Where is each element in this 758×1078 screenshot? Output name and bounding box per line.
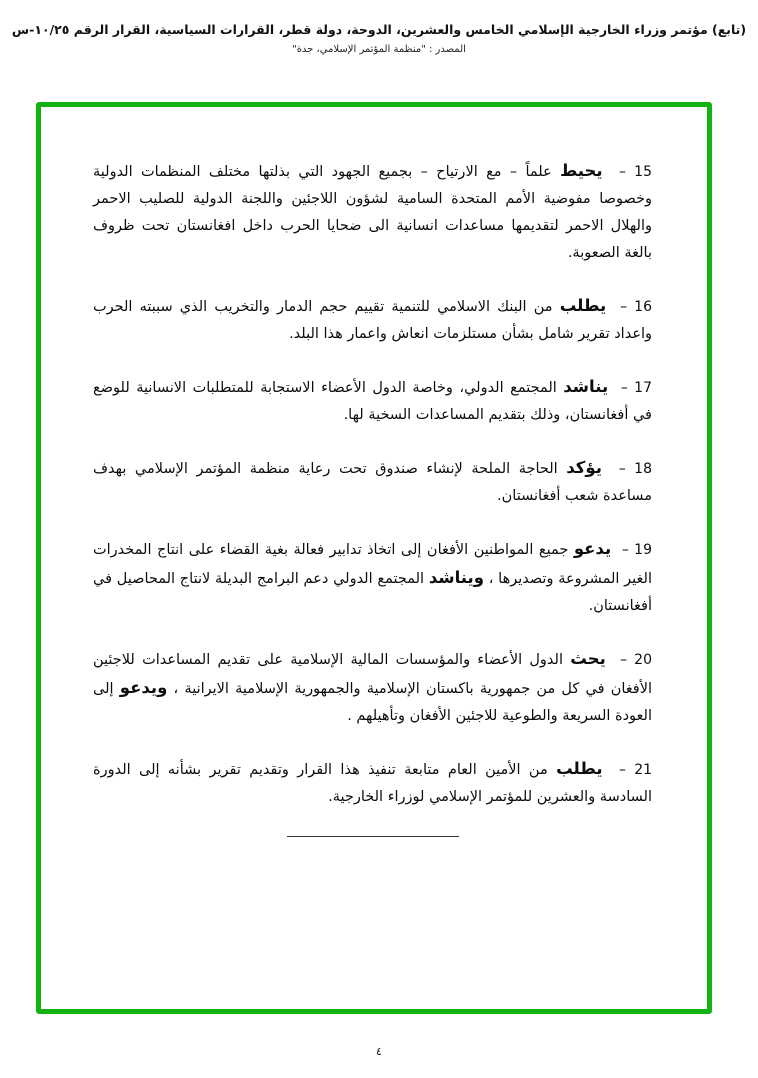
item-lead-word: يناشد [563,377,609,396]
item-lead-word: يطلب [556,759,603,778]
item-text: من الأمين العام متابعة تنفيذ هذا القرار وتقديم تقرير بشأنه إلى الدورة السادسة والعشرين للمؤتمر الإسلامي لوزراء الخارجية. [93,762,652,805]
item-text: جميع المواطنين الأفغان إلى اتخاذ تدابير فعالة بغية القضاء على انتاج المخدرات الغير المشروعة وتصديرها ، [93,542,652,587]
document-header [0,22,758,55]
item-number: 15 – [602,164,652,180]
resolution-item [93,373,652,429]
resolution-item [93,157,652,267]
item-text: الحاجة الملحة لإنشاء صندوق تحت رعاية منظمة المؤتمر الإسلامي بهدف مساعدة شعب أفغانستان. [93,461,652,504]
item-lead-word: يدعو [573,539,612,558]
resolution-item [93,755,652,811]
item-lead-word: ويناشد [428,568,484,587]
resolution-item [93,645,652,730]
item-text: من البنك الاسلامي للتنمية تقييم حجم الدمار والتخريب الذي سببته الحرب واعداد تقرير شامل بشأن مستلزمات انعاش واعمار هذا البلد. [93,299,652,342]
item-lead-word: يحث [570,649,606,668]
item-number: 16 – [606,299,652,315]
item-number: 17 – [608,380,652,396]
green-frame [36,102,712,1014]
item-text: علماً – مع الارتياح – بجميع الجهود التي بذلتها مختلف المنظمات الدولية وخصوصا مفوضية الأمم المتحدة السامية لشؤون اللاجئين واللجنة الدولية للصليب الاحمر والهلال الاحمر لتقديمها مساعدات انسانية الى ضحايا الحرب داخل افغانستان تحت ظروف بالغة الصعوبة. [93,164,652,261]
item-number: 20 – [605,652,652,668]
page-number: ٤ [376,1045,382,1058]
item-number: 21 – [602,762,653,778]
item-text: المجتمع الدولي، وخاصة الدول الأعضاء الاستجابة للمتطلبات الانسانية للوضع في أفغانستان، وذلك بتقديم المساعدات السخية لها. [93,380,652,423]
item-text: المجتمع الدولي دعم البرامج البديلة لانتاج المحاصيل في أفغانستان. [93,571,652,614]
resolution-item [93,535,652,620]
resolution-item [93,454,652,510]
resolution-items-container [93,157,652,837]
item-text: الدول الأعضاء والمؤسسات المالية الإسلامية على تقديم المساعدات للاجئين الأفغان في كل من جمهورية باكستان الإسلامية والجمهورية الإسلامية الايرانية ، [93,652,652,697]
item-lead-word: ويدعو [119,678,168,697]
item-text: إلى العودة السريعة والطوعية للاجئين الأفغان وتأهيلهم . [93,681,652,724]
item-number: 19 – [611,542,652,558]
item-lead-word: يؤكد [566,458,602,477]
footer-separator [287,836,459,837]
item-lead-word: يطلب [559,296,607,315]
document-header-source: المصدر : "منظمة المؤتمر الإسلامي، جدة" [292,44,466,55]
item-lead-word: يحيط [560,161,603,180]
item-number: 18 – [601,461,652,477]
document-header-title: (تابع) مؤتمر وزراء الخارجية الإسلامي الخامس والعشرين، الدوحة، دولة قطر، القرارات السياسية، القرار الرقم ١٠/٢٥-س [11,22,747,37]
resolution-item [93,292,652,348]
